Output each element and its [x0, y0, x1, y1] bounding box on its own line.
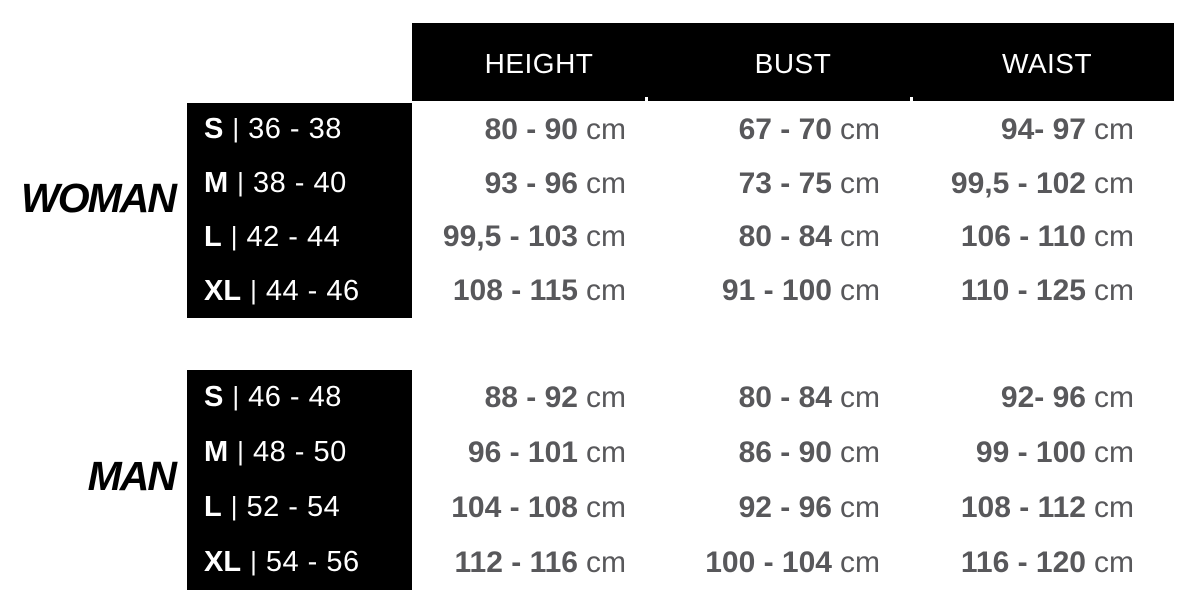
- cell-woman-s-waist: 94- 97 cm: [1000, 112, 1134, 146]
- unit-label: cm: [840, 380, 880, 414]
- cell-man-l-bust: 92 - 96 cm: [738, 490, 880, 524]
- size-separator: |: [250, 546, 257, 576]
- cell-man-m-waist: 99 - 100 cm: [975, 435, 1134, 469]
- size-letter: XL: [204, 546, 242, 578]
- cell-woman-l-height: 99,5 - 103 cm: [442, 220, 626, 254]
- size-separator: |: [230, 220, 238, 251]
- cell-woman-m-waist: 99,5 - 102 cm: [950, 166, 1134, 200]
- size-range: 54 - 56: [265, 546, 360, 578]
- unit-label: cm: [586, 380, 626, 414]
- cell-woman-xl-waist: 110 - 125 cm: [960, 274, 1134, 308]
- cell-man-l-height: 104 - 108 cm: [451, 490, 626, 524]
- unit-label: cm: [586, 166, 626, 200]
- size-row: [204, 103, 412, 157]
- size-range: 48 - 50: [252, 436, 347, 468]
- cell-woman-l-waist: 106 - 110 cm: [960, 220, 1134, 254]
- cell-man-s-height: 88 - 92 cm: [484, 380, 626, 414]
- size-letter: L: [204, 220, 222, 253]
- size-range: 42 - 44: [246, 220, 341, 253]
- cell-woman-xl-height: 108 - 115 cm: [452, 274, 626, 308]
- cell-woman-s-height: 80 - 90 cm: [484, 112, 626, 146]
- unit-label: cm: [840, 274, 880, 308]
- size-letter: S: [204, 113, 224, 146]
- unit-label: cm: [840, 490, 880, 524]
- column-header-waist: WAIST: [1001, 48, 1093, 79]
- measurements-man: [412, 370, 1174, 590]
- measurement-header-bar: [412, 23, 1174, 101]
- header-notch: [910, 97, 913, 101]
- size-box-man: [187, 370, 412, 590]
- size-separator: |: [237, 167, 244, 198]
- unit-label: cm: [1094, 545, 1134, 579]
- size-separator: |: [232, 113, 240, 144]
- cell-woman-m-height: 93 - 96 cm: [484, 166, 626, 200]
- cell-man-xl-waist: 116 - 120 cm: [960, 545, 1134, 579]
- size-letter: XL: [204, 274, 242, 307]
- size-range: 44 - 46: [265, 274, 360, 307]
- column-header-height: HEIGHT: [484, 48, 594, 79]
- unit-label: cm: [1094, 274, 1134, 308]
- size-range: 38 - 40: [252, 167, 347, 200]
- group-label-woman: WOMAN: [21, 175, 175, 221]
- size-letter: L: [204, 491, 222, 523]
- size-row: [204, 157, 412, 211]
- cell-woman-xl-bust: 91 - 100 cm: [721, 274, 880, 308]
- size-letter: M: [204, 436, 229, 468]
- header-notch: [645, 97, 648, 101]
- unit-label: cm: [840, 220, 880, 254]
- size-separator: |: [250, 274, 257, 305]
- unit-label: cm: [586, 274, 626, 308]
- measurements-woman: [412, 103, 1174, 318]
- cell-woman-s-bust: 67 - 70 cm: [738, 112, 880, 146]
- size-range: 36 - 38: [248, 113, 342, 146]
- size-letter: M: [204, 167, 229, 200]
- size-row: [204, 480, 412, 535]
- size-row: [204, 425, 412, 480]
- cell-man-m-bust: 86 - 90 cm: [738, 435, 880, 469]
- cell-man-s-bust: 80 - 84 cm: [738, 380, 880, 414]
- unit-label: cm: [1094, 435, 1134, 469]
- unit-label: cm: [1094, 380, 1134, 414]
- unit-label: cm: [840, 112, 880, 146]
- size-separator: |: [237, 436, 244, 466]
- size-separator: |: [230, 491, 238, 521]
- cell-woman-m-bust: 73 - 75 cm: [738, 166, 880, 200]
- cell-woman-l-bust: 80 - 84 cm: [738, 220, 880, 254]
- size-row: [204, 211, 412, 265]
- unit-label: cm: [1094, 112, 1134, 146]
- unit-label: cm: [840, 166, 880, 200]
- unit-label: cm: [586, 545, 626, 579]
- unit-label: cm: [840, 435, 880, 469]
- size-range: 46 - 48: [248, 381, 342, 413]
- unit-label: cm: [1094, 490, 1134, 524]
- size-separator: |: [232, 381, 240, 411]
- size-row: [204, 264, 412, 318]
- unit-label: cm: [586, 112, 626, 146]
- size-letter: S: [204, 381, 224, 413]
- column-header-bust: BUST: [754, 48, 832, 79]
- size-row: [204, 370, 412, 425]
- unit-label: cm: [586, 220, 626, 254]
- unit-label: cm: [1094, 220, 1134, 254]
- cell-man-xl-height: 112 - 116 cm: [454, 545, 626, 579]
- size-range: 52 - 54: [246, 491, 341, 523]
- unit-label: cm: [586, 435, 626, 469]
- unit-label: cm: [1094, 166, 1134, 200]
- unit-label: cm: [586, 490, 626, 524]
- cell-man-l-waist: 108 - 112 cm: [960, 490, 1134, 524]
- unit-label: cm: [840, 545, 880, 579]
- size-box-woman: [187, 103, 412, 318]
- cell-man-s-waist: 92- 96 cm: [1000, 380, 1134, 414]
- cell-man-m-height: 96 - 101 cm: [467, 435, 626, 469]
- group-label-man: MAN: [87, 453, 175, 499]
- size-row: [204, 535, 412, 590]
- cell-man-xl-bust: 100 - 104 cm: [705, 545, 880, 579]
